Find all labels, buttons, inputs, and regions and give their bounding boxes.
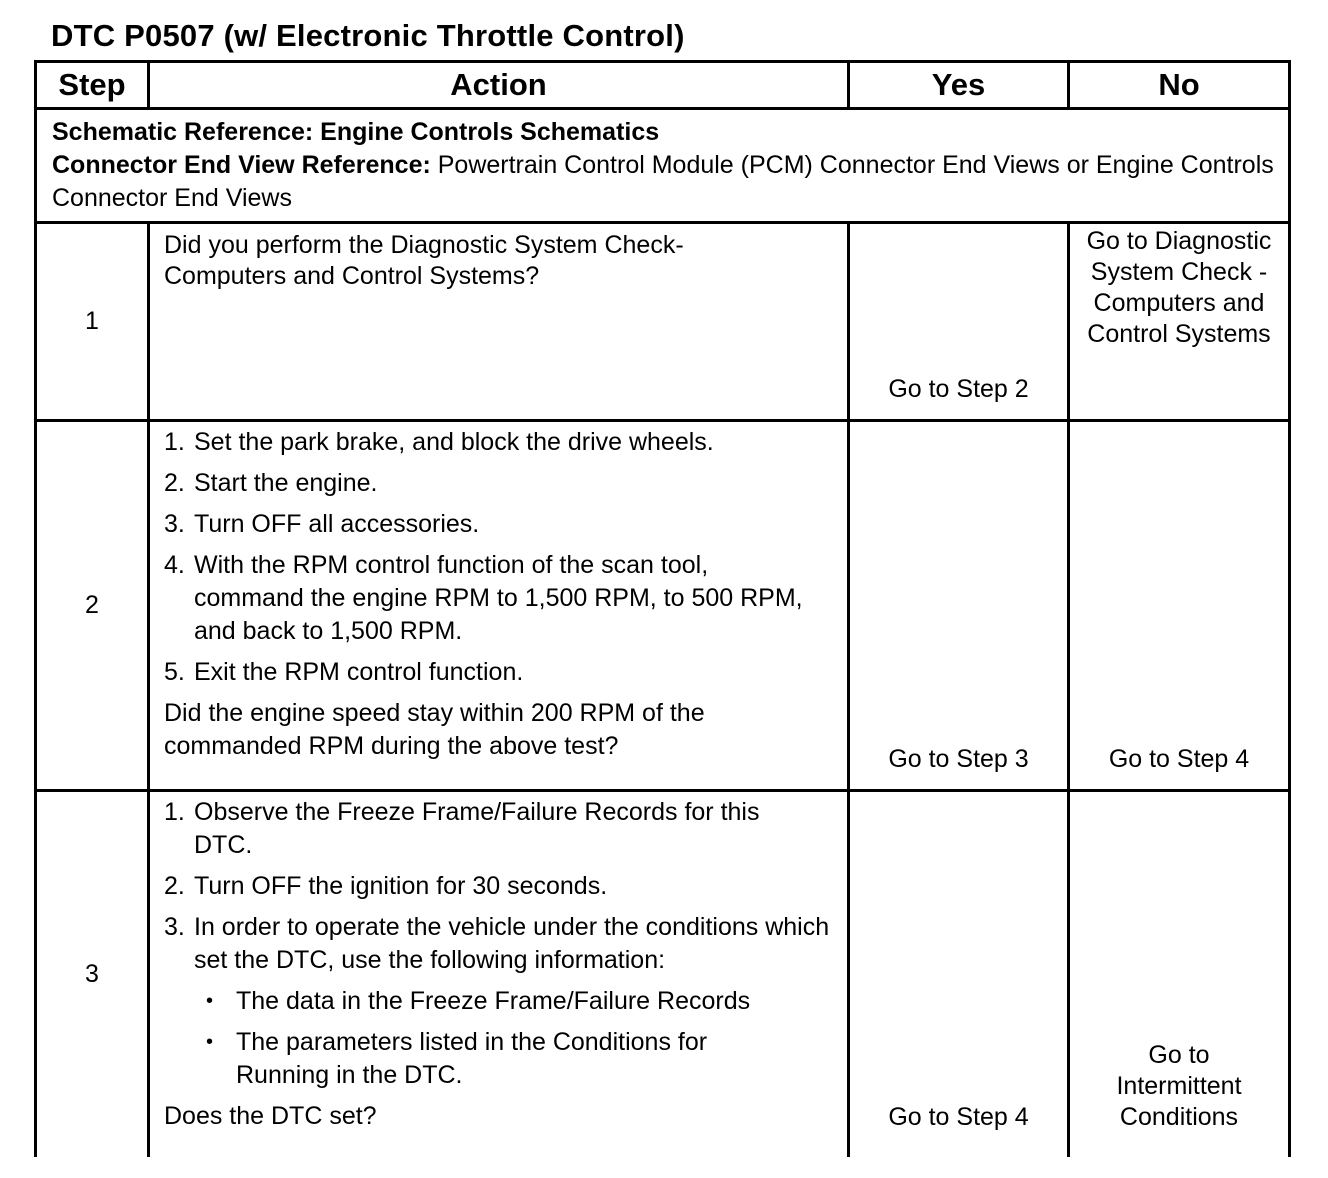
step-number: 3 (36, 791, 149, 1157)
header-action: Action (149, 62, 849, 109)
step-action (149, 421, 849, 791)
step-number: 2 (36, 421, 149, 791)
step-action (149, 223, 849, 421)
list-item: 3. Turn OFF all accessories. (164, 510, 480, 538)
schematic-reference: Schematic Reference: Engine Controls Schematics (52, 118, 660, 146)
page-title: DTC P0507 (w/ Electronic Throttle Control) (51, 18, 685, 53)
step-question: Did the engine speed stay within 200 RPM of the commanded RPM during the above test? (164, 699, 705, 760)
connector-reference-label: Connector End View Reference: (52, 151, 431, 179)
step-question: Does the DTC set? (164, 1102, 377, 1130)
yes-result: Go to Step 2 (849, 223, 1069, 421)
step-question: Did you perform the Diagnostic System Check-Computers and Control Systems? (164, 231, 684, 290)
list-item: 5. Exit the RPM control function. (164, 658, 524, 686)
step-row-1 (36, 223, 1290, 421)
step-action (149, 791, 849, 1157)
bullet-list (164, 985, 833, 1092)
list-item: 3. In order to operate the vehicle under the conditions which set the DTC, use the following information: (164, 913, 830, 974)
no-result: Go to Diagnostic System Check - Computers and Control Systems (1069, 223, 1290, 421)
diagnostic-table (34, 60, 1291, 1157)
header-step: Step (36, 62, 149, 109)
list-item: • The data in the Freeze Frame/Failure Records (206, 987, 751, 1015)
yes-result: Go to Step 4 (849, 791, 1069, 1157)
step-row-3 (36, 791, 1290, 1157)
step-row-2 (36, 421, 1290, 791)
list-item: 1. Observe the Freeze Frame/Failure Records for this DTC. (164, 798, 760, 859)
step-number: 1 (36, 223, 149, 421)
yes-result: Go to Step 3 (849, 421, 1069, 791)
list-item: 2. Start the engine. (164, 469, 378, 497)
no-result: Go to Step 4 (1069, 421, 1290, 791)
list-item: 1. Set the park brake, and block the drive wheels. (164, 428, 714, 456)
header-yes: Yes (849, 62, 1069, 109)
connector-reference-text: Powertrain Control Module (PCM) Connector End Views or Engine Controls Connector End Views (52, 151, 1274, 212)
list-item: 4. With the RPM control function of the scan tool, command the engine RPM to 1,500 RPM, to 500 RPM, and back to 1,500 RPM. (164, 551, 803, 645)
connector-reference (52, 149, 1274, 215)
list-item: 2. Turn OFF the ignition for 30 seconds. (164, 872, 608, 900)
reference-row (36, 109, 1290, 223)
no-result: Go to Intermittent Conditions (1069, 791, 1290, 1157)
instruction-list (164, 426, 833, 689)
header-no: No (1069, 62, 1290, 109)
list-item: • The parameters listed in the Conditions for Running in the DTC. (206, 1028, 708, 1089)
reference-cell (36, 109, 1290, 223)
instruction-list (164, 796, 833, 977)
header-row (36, 62, 1290, 109)
